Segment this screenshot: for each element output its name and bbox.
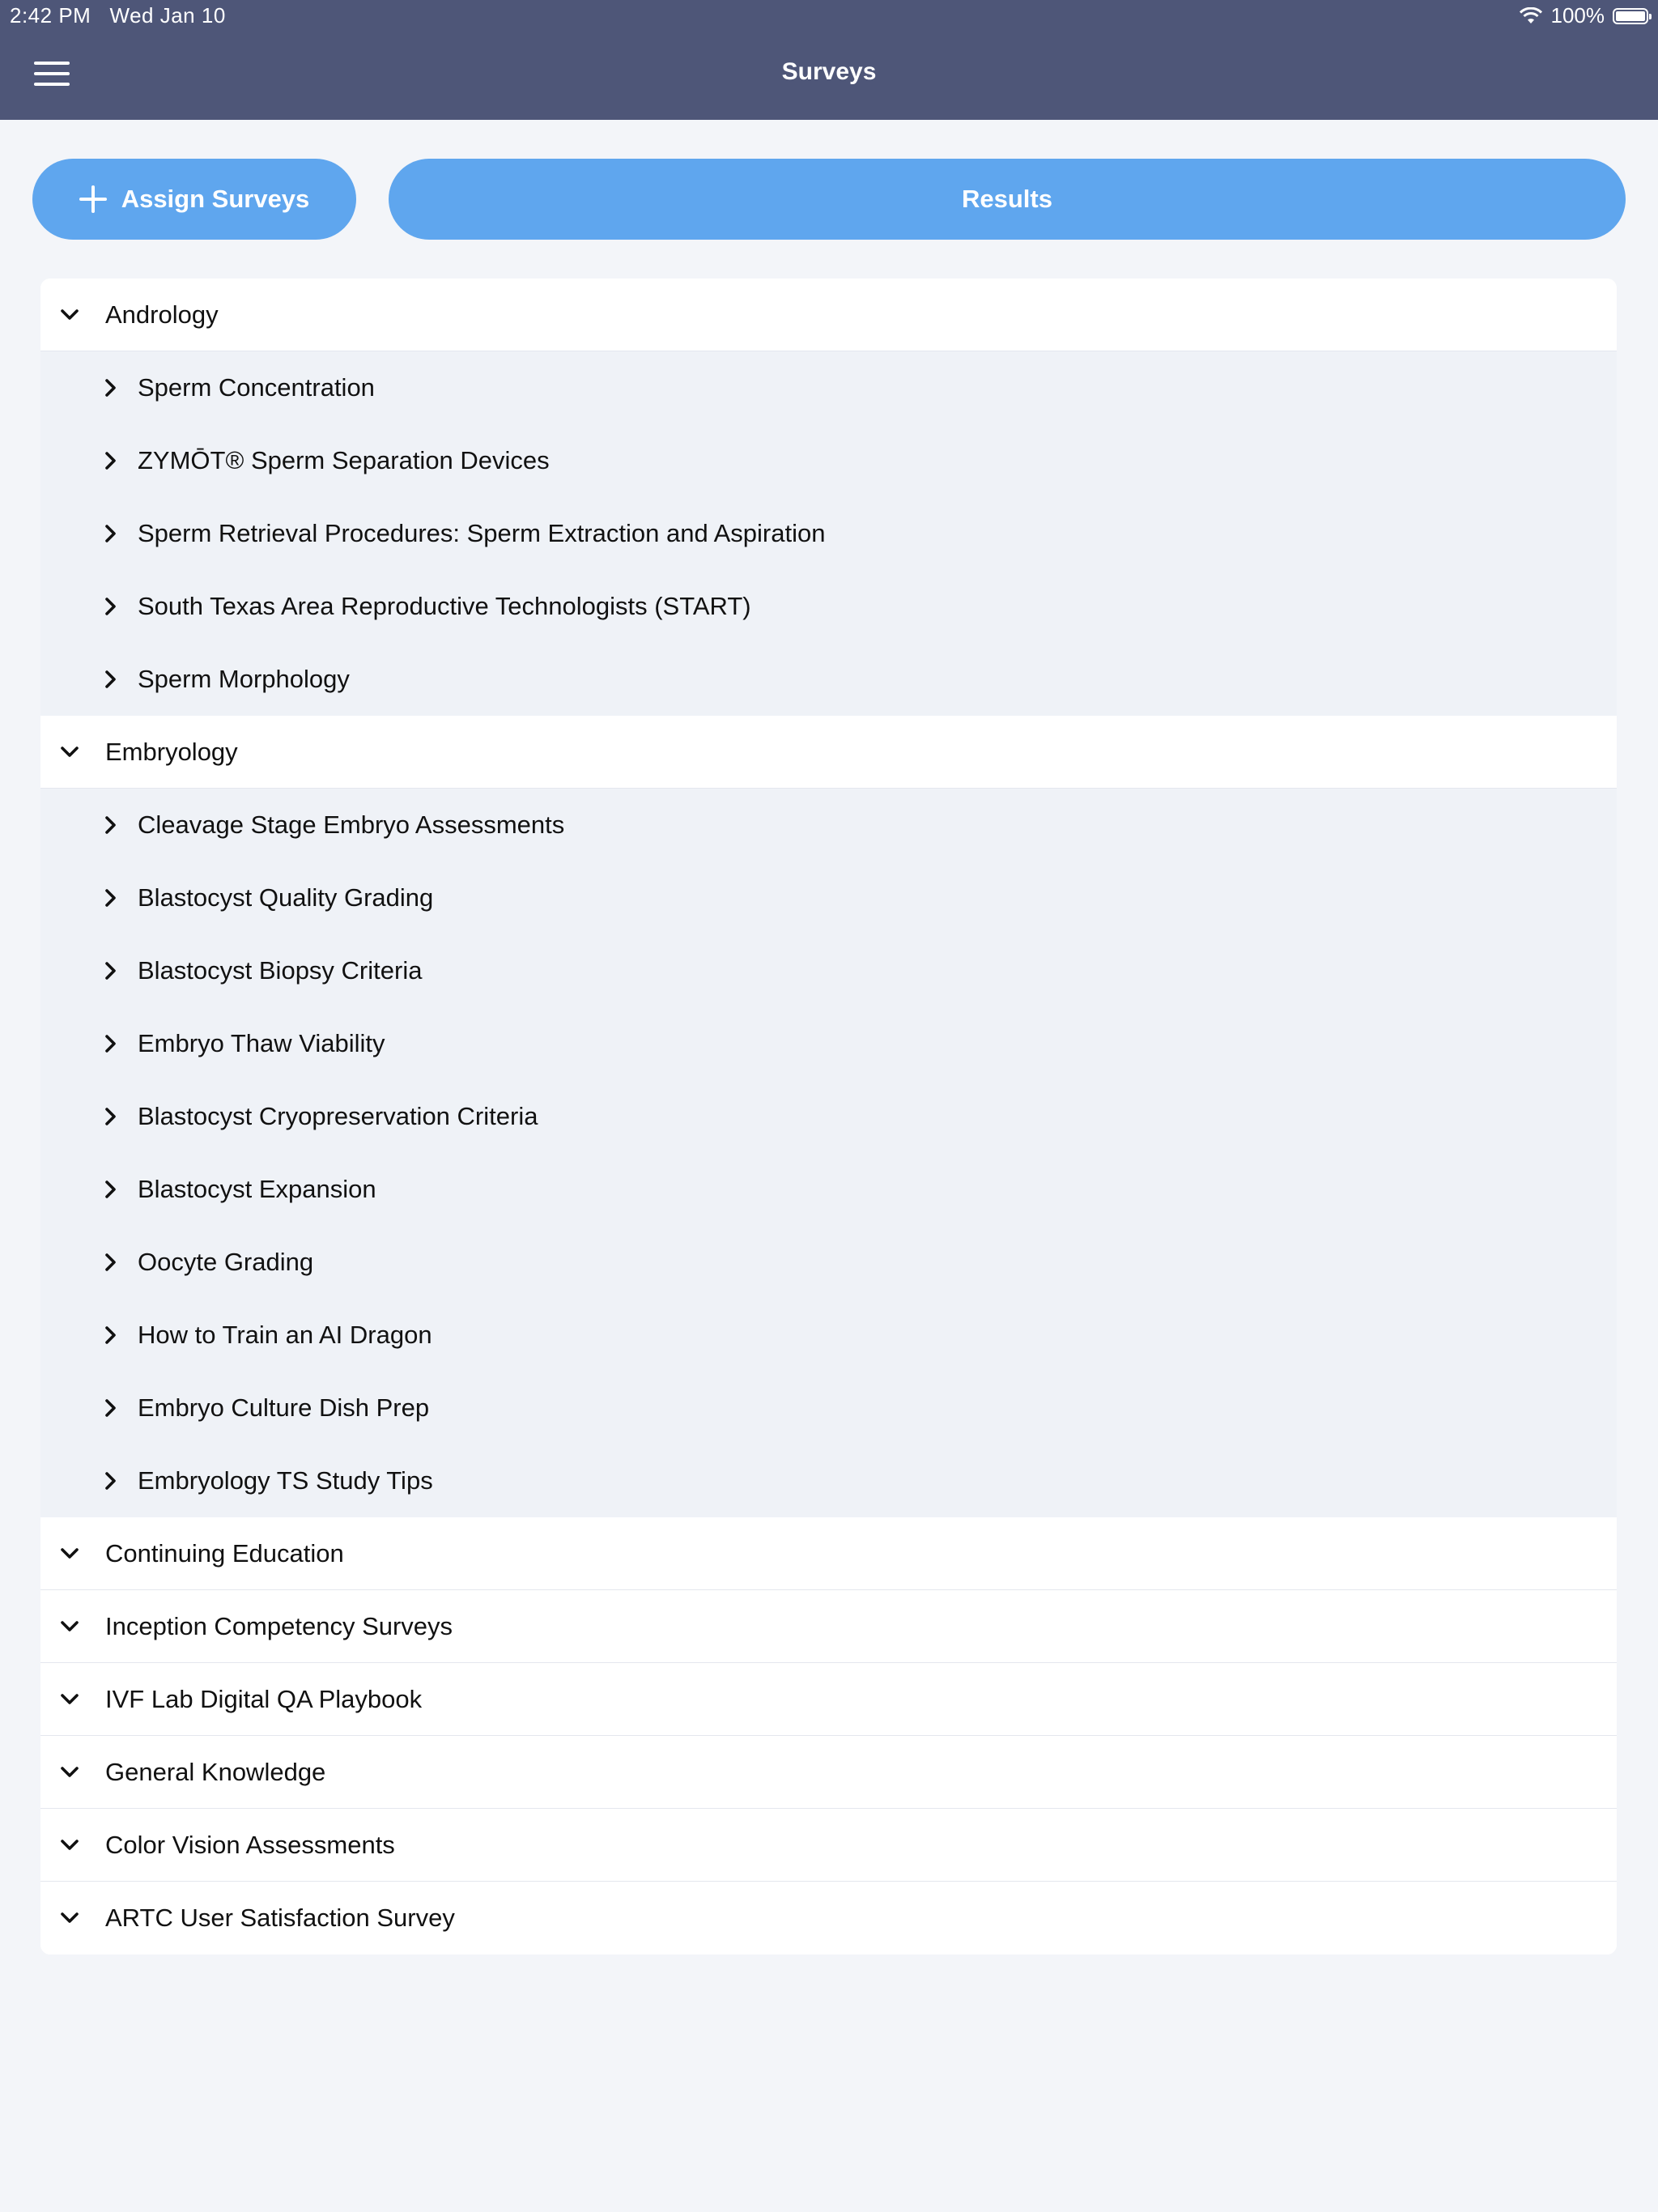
survey-item-label: South Texas Area Reproductive Technologists (START)	[138, 592, 751, 620]
category-row[interactable]	[40, 1590, 1617, 1663]
top-bar	[0, 0, 1658, 120]
chevron-right-icon	[99, 1032, 121, 1055]
results-label: Results	[962, 185, 1052, 213]
survey-item-row[interactable]	[40, 643, 1617, 716]
category-row[interactable]	[40, 1882, 1617, 1955]
survey-item-row[interactable]	[40, 424, 1617, 497]
category-row[interactable]	[40, 1663, 1617, 1736]
battery-icon	[1613, 8, 1648, 24]
chevron-right-icon	[99, 1470, 121, 1492]
plus-icon	[79, 185, 107, 213]
status-time: 2:42 PM Wed Jan 10	[10, 3, 226, 28]
chevron-right-icon	[99, 1178, 121, 1201]
survey-item-row[interactable]	[40, 1372, 1617, 1444]
category-label: General Knowledge	[105, 1757, 326, 1786]
survey-item-label: Embryo Culture Dish Prep	[138, 1393, 430, 1422]
chevron-right-icon	[99, 1251, 121, 1274]
chevron-down-icon	[58, 1688, 81, 1711]
page-title: Surveys	[781, 58, 877, 85]
category-row[interactable]	[40, 716, 1617, 789]
survey-item-label: Embryology TS Study Tips	[138, 1466, 433, 1495]
category-label: Continuing Education	[105, 1538, 344, 1568]
chevron-down-icon	[58, 1615, 81, 1638]
survey-item-row[interactable]	[40, 861, 1617, 934]
chevron-right-icon	[99, 522, 121, 545]
chevron-right-icon	[99, 1397, 121, 1419]
survey-category-list	[40, 279, 1617, 1955]
survey-item-row[interactable]	[40, 1153, 1617, 1226]
chevron-right-icon	[99, 1105, 121, 1128]
battery-percentage: 100%	[1550, 3, 1605, 28]
category-label: IVF Lab Digital QA Playbook	[105, 1684, 423, 1713]
chevron-right-icon	[99, 887, 121, 909]
category-label: ARTC User Satisfaction Survey	[105, 1904, 455, 1932]
category-label: Inception Competency Surveys	[105, 1611, 453, 1640]
survey-item-label: Sperm Retrieval Procedures: Sperm Extraction and Aspiration	[138, 519, 826, 547]
survey-item-row[interactable]	[40, 497, 1617, 570]
survey-item-row[interactable]	[40, 1226, 1617, 1299]
survey-item-label: Cleavage Stage Embryo Assessments	[138, 810, 565, 839]
survey-item-row[interactable]	[40, 351, 1617, 424]
chevron-down-icon	[58, 1834, 81, 1857]
chevron-right-icon	[99, 449, 121, 472]
survey-item-row[interactable]	[40, 1299, 1617, 1372]
assign-surveys-label: Assign Surveys	[121, 185, 310, 213]
survey-item-label: How to Train an AI Dragon	[138, 1321, 432, 1349]
survey-item-label: Sperm Morphology	[138, 665, 350, 693]
survey-item-row[interactable]	[40, 570, 1617, 643]
results-button[interactable]	[389, 159, 1626, 240]
category-label: Embryology	[105, 737, 238, 766]
chevron-down-icon	[58, 741, 81, 764]
category-row[interactable]	[40, 1809, 1617, 1882]
survey-item-label: ZYMŌT® Sperm Separation Devices	[138, 446, 550, 474]
chevron-right-icon	[99, 814, 121, 836]
assign-surveys-button[interactable]	[32, 159, 356, 240]
survey-item-label: Blastocyst Expansion	[138, 1175, 376, 1203]
chevron-down-icon	[58, 304, 81, 326]
chevron-down-icon	[58, 1542, 81, 1565]
chevron-right-icon	[99, 668, 121, 691]
chevron-right-icon	[99, 595, 121, 618]
survey-item-row[interactable]	[40, 1444, 1617, 1517]
survey-item-label: Blastocyst Cryopreservation Criteria	[138, 1102, 538, 1130]
survey-item-label: Blastocyst Biopsy Criteria	[138, 956, 423, 985]
chevron-right-icon	[99, 1324, 121, 1346]
category-row[interactable]	[40, 1517, 1617, 1590]
survey-item-label: Embryo Thaw Viability	[138, 1029, 385, 1057]
wifi-icon	[1519, 7, 1543, 25]
survey-item-label: Blastocyst Quality Grading	[138, 883, 434, 912]
survey-item-row[interactable]	[40, 934, 1617, 1007]
chevron-down-icon	[58, 1907, 81, 1929]
chevron-right-icon	[99, 376, 121, 399]
survey-item-row[interactable]	[40, 1080, 1617, 1153]
category-row[interactable]	[40, 1736, 1617, 1809]
chevron-down-icon	[58, 1761, 81, 1784]
category-label: Andrology	[105, 300, 219, 329]
survey-item-label: Oocyte Grading	[138, 1248, 314, 1276]
survey-item-row[interactable]	[40, 1007, 1617, 1080]
survey-item-row[interactable]	[40, 789, 1617, 861]
status-indicators	[1519, 3, 1649, 28]
category-row[interactable]	[40, 279, 1617, 351]
category-label: Color Vision Assessments	[105, 1830, 395, 1859]
survey-item-label: Sperm Concentration	[138, 373, 375, 402]
chevron-right-icon	[99, 959, 121, 982]
